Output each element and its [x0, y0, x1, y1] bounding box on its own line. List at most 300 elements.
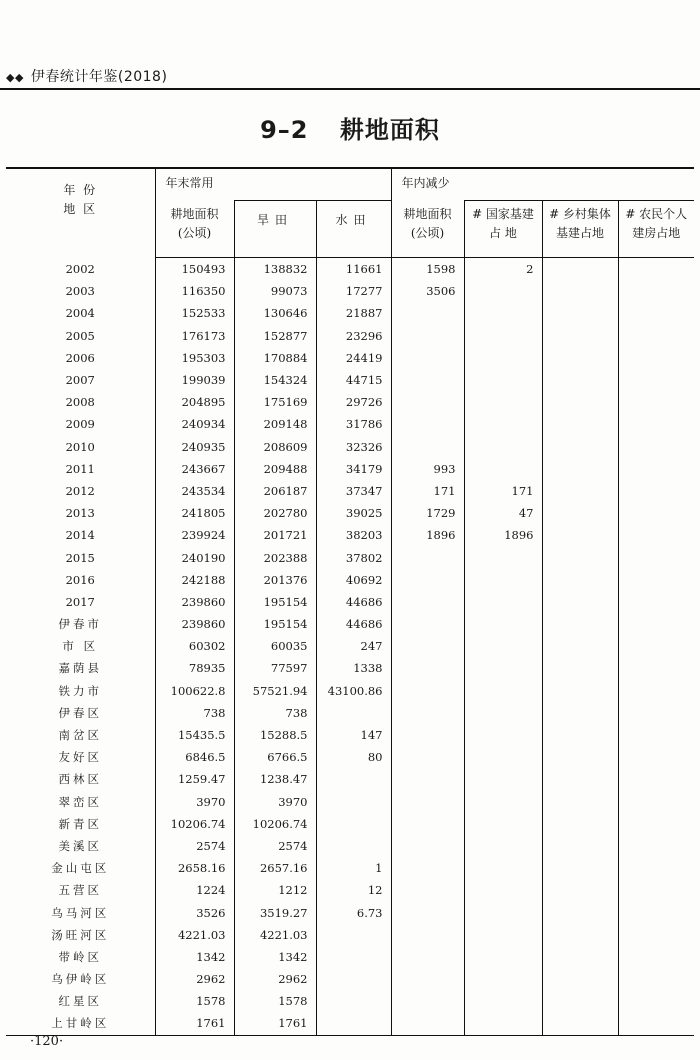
cell-farmer — [618, 702, 694, 724]
cell-paddy — [316, 946, 391, 968]
cell-farmer — [618, 680, 694, 702]
cell-paddy — [316, 768, 391, 790]
cell-farmer — [618, 990, 694, 1012]
cell-dry: 206187 — [234, 480, 316, 502]
cell-reduced: 1598 — [391, 258, 464, 281]
cell-farmer — [618, 436, 694, 458]
cell-collective — [542, 413, 618, 435]
cell-reduced: 3506 — [391, 280, 464, 302]
table-row — [6, 968, 694, 990]
cell-dry: 154324 — [234, 369, 316, 391]
cell-paddy — [316, 990, 391, 1012]
cell-collective — [542, 347, 618, 369]
cell-reduced: 1729 — [391, 502, 464, 524]
cell-reduced — [391, 791, 464, 813]
cell-farmer — [618, 613, 694, 635]
table-row — [6, 458, 694, 480]
cell-state — [464, 680, 542, 702]
diamond-bullets-icon: ◆◆ — [6, 71, 24, 84]
cell-paddy: 44715 — [316, 369, 391, 391]
cell-paddy: 24419 — [316, 347, 391, 369]
reduction-total-header: 耕地面积 (公顷) — [391, 201, 464, 258]
cell-total: 1578 — [155, 990, 234, 1012]
cell-reduced — [391, 635, 464, 657]
cell-collective — [542, 480, 618, 502]
cell-state — [464, 347, 542, 369]
cell-dry: 1578 — [234, 990, 316, 1012]
cell-dry: 3970 — [234, 791, 316, 813]
cell-farmer — [618, 879, 694, 901]
cell-dry: 1342 — [234, 946, 316, 968]
table-row — [6, 569, 694, 591]
cell-collective — [542, 391, 618, 413]
cell-total: 243667 — [155, 458, 234, 480]
row-label: 2006 — [65, 350, 95, 365]
row-label: 南岔区 — [58, 728, 102, 743]
cell-total: 2574 — [155, 835, 234, 857]
cell-collective — [542, 879, 618, 901]
cell-paddy: 12 — [316, 879, 391, 901]
row-label: 带岭区 — [58, 949, 102, 964]
collective-construction-header: # 乡村集体 基建占地 — [542, 201, 618, 258]
cell-reduced — [391, 569, 464, 591]
cell-dry: 202388 — [234, 546, 316, 568]
cell-dry: 138832 — [234, 258, 316, 281]
cell-total: 240190 — [155, 546, 234, 568]
row-label: 市 区 — [62, 639, 99, 654]
cell-reduced — [391, 768, 464, 790]
cell-state: 171 — [464, 480, 542, 502]
cell-state — [464, 813, 542, 835]
cell-state: 47 — [464, 502, 542, 524]
cell-state — [464, 436, 542, 458]
cultivated-total-header: 耕地面积 (公顷) — [155, 201, 234, 258]
cell-collective — [542, 680, 618, 702]
cell-dry: 2657.16 — [234, 857, 316, 879]
cell-paddy — [316, 813, 391, 835]
cell-total: 2962 — [155, 968, 234, 990]
cell-farmer — [618, 391, 694, 413]
cell-paddy: 23296 — [316, 325, 391, 347]
cell-collective — [542, 280, 618, 302]
cell-reduced — [391, 546, 464, 568]
cell-paddy — [316, 968, 391, 990]
cell-dry: 152877 — [234, 325, 316, 347]
cell-farmer — [618, 502, 694, 524]
cell-farmer — [618, 458, 694, 480]
cell-total: 152533 — [155, 302, 234, 324]
paddy-field-header: 水田 — [316, 201, 391, 258]
cell-dry: 209148 — [234, 413, 316, 435]
cell-farmer — [618, 369, 694, 391]
cell-farmer — [618, 569, 694, 591]
row-label: 西林区 — [58, 772, 102, 787]
cell-state — [464, 635, 542, 657]
cultivated-group-header: 年末常用 — [155, 168, 391, 201]
table-row — [6, 258, 694, 281]
cell-state — [464, 724, 542, 746]
cell-state — [464, 591, 542, 613]
cell-collective — [542, 1012, 618, 1035]
cell-paddy — [316, 924, 391, 946]
row-label: 2011 — [65, 461, 95, 476]
row-label: 2007 — [65, 373, 95, 388]
yearbook-title: 伊春统计年鉴(2018) — [30, 69, 168, 85]
cell-collective — [542, 857, 618, 879]
cell-dry: 201721 — [234, 524, 316, 546]
cultivated-land-table — [6, 167, 694, 1036]
cell-reduced: 1896 — [391, 524, 464, 546]
table-row — [6, 702, 694, 724]
table-row — [6, 635, 694, 657]
cell-dry: 130646 — [234, 302, 316, 324]
cell-state — [464, 458, 542, 480]
cell-paddy: 34179 — [316, 458, 391, 480]
cell-collective — [542, 569, 618, 591]
cell-dry: 202780 — [234, 502, 316, 524]
cell-dry: 4221.03 — [234, 924, 316, 946]
cell-reduced — [391, 835, 464, 857]
cell-farmer — [618, 635, 694, 657]
cell-paddy — [316, 1012, 391, 1035]
farmer-housing-header: # 农民个人 建房占地 — [618, 201, 694, 258]
cell-total: 150493 — [155, 258, 234, 281]
cell-farmer — [618, 813, 694, 835]
row-label: 2004 — [65, 306, 95, 321]
table-row — [6, 791, 694, 813]
cell-collective — [542, 657, 618, 679]
table-row — [6, 613, 694, 635]
cell-collective — [542, 613, 618, 635]
cell-dry: 195154 — [234, 591, 316, 613]
cell-paddy: 37802 — [316, 546, 391, 568]
cell-state — [464, 702, 542, 724]
row-label: 五营区 — [58, 883, 102, 898]
cell-farmer — [618, 857, 694, 879]
cell-state — [464, 413, 542, 435]
cell-farmer — [618, 835, 694, 857]
cell-paddy: 37347 — [316, 480, 391, 502]
row-label: 嘉荫县 — [58, 661, 102, 676]
cell-dry: 99073 — [234, 280, 316, 302]
cell-paddy: 44686 — [316, 591, 391, 613]
cell-total: 100622.8 — [155, 680, 234, 702]
cell-state — [464, 968, 542, 990]
cell-total: 116350 — [155, 280, 234, 302]
cell-collective — [542, 302, 618, 324]
cell-farmer — [618, 901, 694, 923]
table-row — [6, 546, 694, 568]
cell-total: 242188 — [155, 569, 234, 591]
cell-total: 176173 — [155, 325, 234, 347]
cell-dry: 208609 — [234, 436, 316, 458]
table-row — [6, 901, 694, 923]
cell-state — [464, 946, 542, 968]
row-label: 2013 — [65, 506, 95, 521]
cell-reduced — [391, 436, 464, 458]
cell-state — [464, 369, 542, 391]
cell-dry: 175169 — [234, 391, 316, 413]
page-title — [0, 110, 700, 145]
table-row — [6, 857, 694, 879]
cell-state — [464, 613, 542, 635]
row-label: 友好区 — [58, 750, 102, 765]
cell-reduced — [391, 724, 464, 746]
row-label: 伊春区 — [58, 705, 102, 720]
row-label: 新青区 — [58, 816, 102, 831]
cell-dry: 60035 — [234, 635, 316, 657]
cell-state — [464, 835, 542, 857]
cell-state — [464, 325, 542, 347]
cell-farmer — [618, 480, 694, 502]
cell-total: 15435.5 — [155, 724, 234, 746]
row-label: 2005 — [65, 328, 95, 343]
row-label: 2016 — [65, 572, 95, 587]
row-label: 乌马河区 — [51, 905, 110, 920]
table-row — [6, 724, 694, 746]
cell-dry: 3519.27 — [234, 901, 316, 923]
cell-farmer — [618, 325, 694, 347]
row-label: 红星区 — [58, 994, 102, 1009]
row-label: 美溪区 — [58, 838, 102, 853]
cell-state — [464, 657, 542, 679]
cell-total: 1259.47 — [155, 768, 234, 790]
cell-state — [464, 746, 542, 768]
row-label: 金山屯区 — [51, 861, 110, 876]
cell-collective — [542, 369, 618, 391]
cell-dry: 6766.5 — [234, 746, 316, 768]
cell-total: 240935 — [155, 436, 234, 458]
table-row — [6, 591, 694, 613]
table-row — [6, 879, 694, 901]
cell-farmer — [618, 657, 694, 679]
cell-collective — [542, 635, 618, 657]
row-label: 2008 — [65, 395, 95, 410]
cell-paddy: 31786 — [316, 413, 391, 435]
table-row — [6, 369, 694, 391]
cell-dry: 738 — [234, 702, 316, 724]
row-label: 2009 — [65, 417, 95, 432]
cell-collective — [542, 436, 618, 458]
cell-collective — [542, 724, 618, 746]
cell-reduced — [391, 746, 464, 768]
table-row — [6, 280, 694, 302]
cell-state — [464, 569, 542, 591]
cell-total: 3526 — [155, 901, 234, 923]
cell-reduced — [391, 657, 464, 679]
cell-dry: 2574 — [234, 835, 316, 857]
cell-total: 2658.16 — [155, 857, 234, 879]
cell-paddy — [316, 835, 391, 857]
cell-reduced — [391, 347, 464, 369]
cell-total: 6846.5 — [155, 746, 234, 768]
cell-collective — [542, 791, 618, 813]
cell-dry: 10206.74 — [234, 813, 316, 835]
table-row — [6, 813, 694, 835]
table-row — [6, 924, 694, 946]
cell-reduced — [391, 702, 464, 724]
cell-farmer — [618, 768, 694, 790]
row-label: 铁力市 — [58, 683, 102, 698]
cell-paddy: 40692 — [316, 569, 391, 591]
table-row — [6, 946, 694, 968]
running-header — [6, 66, 167, 86]
cell-state — [464, 302, 542, 324]
cell-total: 1224 — [155, 879, 234, 901]
cell-collective — [542, 768, 618, 790]
cell-total: 3970 — [155, 791, 234, 813]
cell-reduced — [391, 680, 464, 702]
cell-total: 199039 — [155, 369, 234, 391]
cell-dry: 1761 — [234, 1012, 316, 1035]
cell-total: 738 — [155, 702, 234, 724]
cell-state — [464, 879, 542, 901]
cell-paddy: 147 — [316, 724, 391, 746]
cell-collective — [542, 968, 618, 990]
cell-collective — [542, 502, 618, 524]
cell-farmer — [618, 258, 694, 281]
cell-farmer — [618, 591, 694, 613]
dry-land-header: 旱田 — [234, 201, 316, 258]
cell-paddy: 247 — [316, 635, 391, 657]
cell-reduced — [391, 613, 464, 635]
table-number: 9–2 — [260, 116, 309, 144]
table-row — [6, 835, 694, 857]
cell-farmer — [618, 946, 694, 968]
cell-collective — [542, 325, 618, 347]
row-label: 翠峦区 — [58, 794, 102, 809]
table-row — [6, 524, 694, 546]
cell-paddy: 29726 — [316, 391, 391, 413]
cell-farmer — [618, 413, 694, 435]
cell-collective — [542, 702, 618, 724]
cell-total: 241805 — [155, 502, 234, 524]
cell-total: 243534 — [155, 480, 234, 502]
cell-total: 239860 — [155, 613, 234, 635]
cell-total: 239924 — [155, 524, 234, 546]
table-row — [6, 657, 694, 679]
row-label: 上甘岭区 — [6, 1012, 155, 1035]
cell-collective — [542, 835, 618, 857]
table-row — [6, 413, 694, 435]
cell-collective — [542, 746, 618, 768]
cell-paddy: 1 — [316, 857, 391, 879]
cell-paddy: 44686 — [316, 613, 391, 635]
cell-total: 239860 — [155, 591, 234, 613]
cell-dry: 209488 — [234, 458, 316, 480]
cell-total: 195303 — [155, 347, 234, 369]
cell-dry: 57521.94 — [234, 680, 316, 702]
table-row — [6, 768, 694, 790]
cell-paddy: 80 — [316, 746, 391, 768]
cell-paddy: 21887 — [316, 302, 391, 324]
cell-farmer — [618, 746, 694, 768]
cell-state — [464, 280, 542, 302]
cell-collective — [542, 924, 618, 946]
cell-collective — [542, 258, 618, 281]
table-row — [6, 325, 694, 347]
cell-reduced — [391, 325, 464, 347]
cell-farmer — [618, 924, 694, 946]
cell-farmer — [618, 968, 694, 990]
cell-state: 2 — [464, 258, 542, 281]
row-label: 2017 — [65, 594, 95, 609]
cell-paddy: 39025 — [316, 502, 391, 524]
table-row — [6, 1012, 694, 1035]
cell-farmer — [618, 724, 694, 746]
row-label: 2003 — [65, 284, 95, 299]
cell-reduced — [391, 968, 464, 990]
row-label: 汤旺河区 — [51, 927, 110, 942]
cell-reduced — [391, 413, 464, 435]
page-number: ·120· — [30, 1034, 64, 1049]
table-row — [6, 746, 694, 768]
cell-reduced — [391, 946, 464, 968]
cell-paddy — [316, 791, 391, 813]
cell-reduced — [391, 1012, 464, 1035]
cell-paddy: 38203 — [316, 524, 391, 546]
cell-farmer — [618, 546, 694, 568]
cell-state — [464, 768, 542, 790]
cell-collective — [542, 946, 618, 968]
cell-reduced — [391, 879, 464, 901]
table-row — [6, 480, 694, 502]
row-label: 2014 — [65, 528, 95, 543]
cell-paddy: 43100.86 — [316, 680, 391, 702]
cell-collective — [542, 990, 618, 1012]
cell-collective — [542, 813, 618, 835]
row-label: 伊春市 — [58, 617, 102, 632]
cell-reduced — [391, 813, 464, 835]
cell-reduced — [391, 901, 464, 923]
reduction-group-header: 年内减少 — [391, 168, 694, 201]
cell-state: 1896 — [464, 524, 542, 546]
cell-state — [464, 990, 542, 1012]
table-body — [6, 258, 694, 1036]
table-row — [6, 502, 694, 524]
cell-farmer — [618, 347, 694, 369]
cell-paddy: 17277 — [316, 280, 391, 302]
table-title: 耕地面积 — [339, 116, 440, 144]
cell-dry: 201376 — [234, 569, 316, 591]
cell-collective — [542, 458, 618, 480]
table-row — [6, 391, 694, 413]
cell-paddy — [316, 702, 391, 724]
cell-farmer — [618, 302, 694, 324]
cell-dry: 1238.47 — [234, 768, 316, 790]
table-row — [6, 990, 694, 1012]
cell-collective — [542, 901, 618, 923]
cell-total: 204895 — [155, 391, 234, 413]
cell-reduced — [391, 391, 464, 413]
cell-dry: 1212 — [234, 879, 316, 901]
row-label: 2015 — [65, 550, 95, 565]
cell-farmer — [618, 524, 694, 546]
cell-state — [464, 391, 542, 413]
state-construction-header: # 国家基建 占 地 — [464, 201, 542, 258]
cell-farmer — [618, 791, 694, 813]
cell-total: 78935 — [155, 657, 234, 679]
cell-reduced — [391, 369, 464, 391]
header-rule — [0, 88, 700, 90]
cell-farmer — [618, 1012, 694, 1035]
cell-reduced: 993 — [391, 458, 464, 480]
cell-paddy: 1338 — [316, 657, 391, 679]
cell-state — [464, 857, 542, 879]
cell-state — [464, 924, 542, 946]
cell-total: 1761 — [155, 1012, 234, 1035]
table-header — [6, 168, 694, 258]
